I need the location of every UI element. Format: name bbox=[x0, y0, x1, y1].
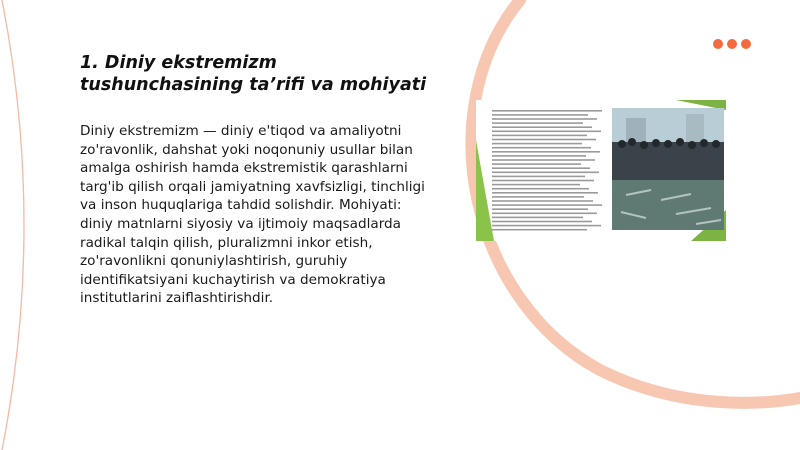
text-line bbox=[492, 229, 587, 231]
dot bbox=[727, 39, 737, 49]
text-line bbox=[492, 172, 599, 174]
text-line bbox=[492, 155, 586, 157]
text-line bbox=[492, 200, 593, 202]
text-line bbox=[492, 204, 602, 206]
text-line bbox=[492, 110, 602, 112]
text-line bbox=[492, 180, 594, 182]
dot bbox=[741, 39, 751, 49]
text-line bbox=[492, 167, 590, 169]
text-line bbox=[492, 176, 585, 178]
article-image bbox=[476, 100, 726, 241]
text-line bbox=[492, 151, 600, 153]
text-line bbox=[492, 159, 595, 161]
text-line bbox=[492, 213, 597, 215]
slide-body-text: Diniy ekstremizm — diniy e'tiqod va amaliyotni zo'ravonlik, dahshat yoki noqonuniy usullar bilan amalga oshirish hamda ekstremistik qarashlarni targ'ib qilish orqali jamiyatning xavfsizligi, tinchligi va inson huquqlariga tahdid solishdir. Mohiyati: diniy matnlarni siyosiy va ijtimoiy maqsadlarda radikal talqin qilish, pluralizmni inkor etish, zo'ravonlikni qonuniylashtirish, guruhiy identifikatsiyani kuchaytirish va demokratiya institutlarini zaiflashtirishdir. bbox=[80, 123, 425, 307]
text-line bbox=[492, 131, 601, 133]
article-text-lines bbox=[492, 110, 602, 231]
text-line bbox=[492, 208, 588, 210]
text-line bbox=[492, 126, 592, 128]
text-line bbox=[492, 122, 583, 124]
text-line bbox=[492, 221, 592, 223]
text-line bbox=[492, 114, 588, 116]
text-line bbox=[492, 143, 582, 145]
text-line bbox=[492, 135, 587, 137]
text-line bbox=[492, 192, 598, 194]
slide-title: 1. Diniy ekstremizm tushunchasining ta’rifi va mohiyati bbox=[80, 53, 427, 95]
text-line bbox=[492, 217, 583, 219]
text-line bbox=[492, 188, 589, 190]
menu-dots-icon bbox=[713, 39, 751, 49]
article-photo-collage-icon bbox=[476, 100, 726, 241]
text-line bbox=[492, 139, 596, 141]
text-line bbox=[492, 184, 580, 186]
text-line bbox=[492, 196, 584, 198]
text-line bbox=[492, 163, 581, 165]
text-line bbox=[492, 225, 601, 227]
text-line bbox=[492, 147, 591, 149]
dot bbox=[713, 39, 723, 49]
text-line bbox=[492, 118, 597, 120]
